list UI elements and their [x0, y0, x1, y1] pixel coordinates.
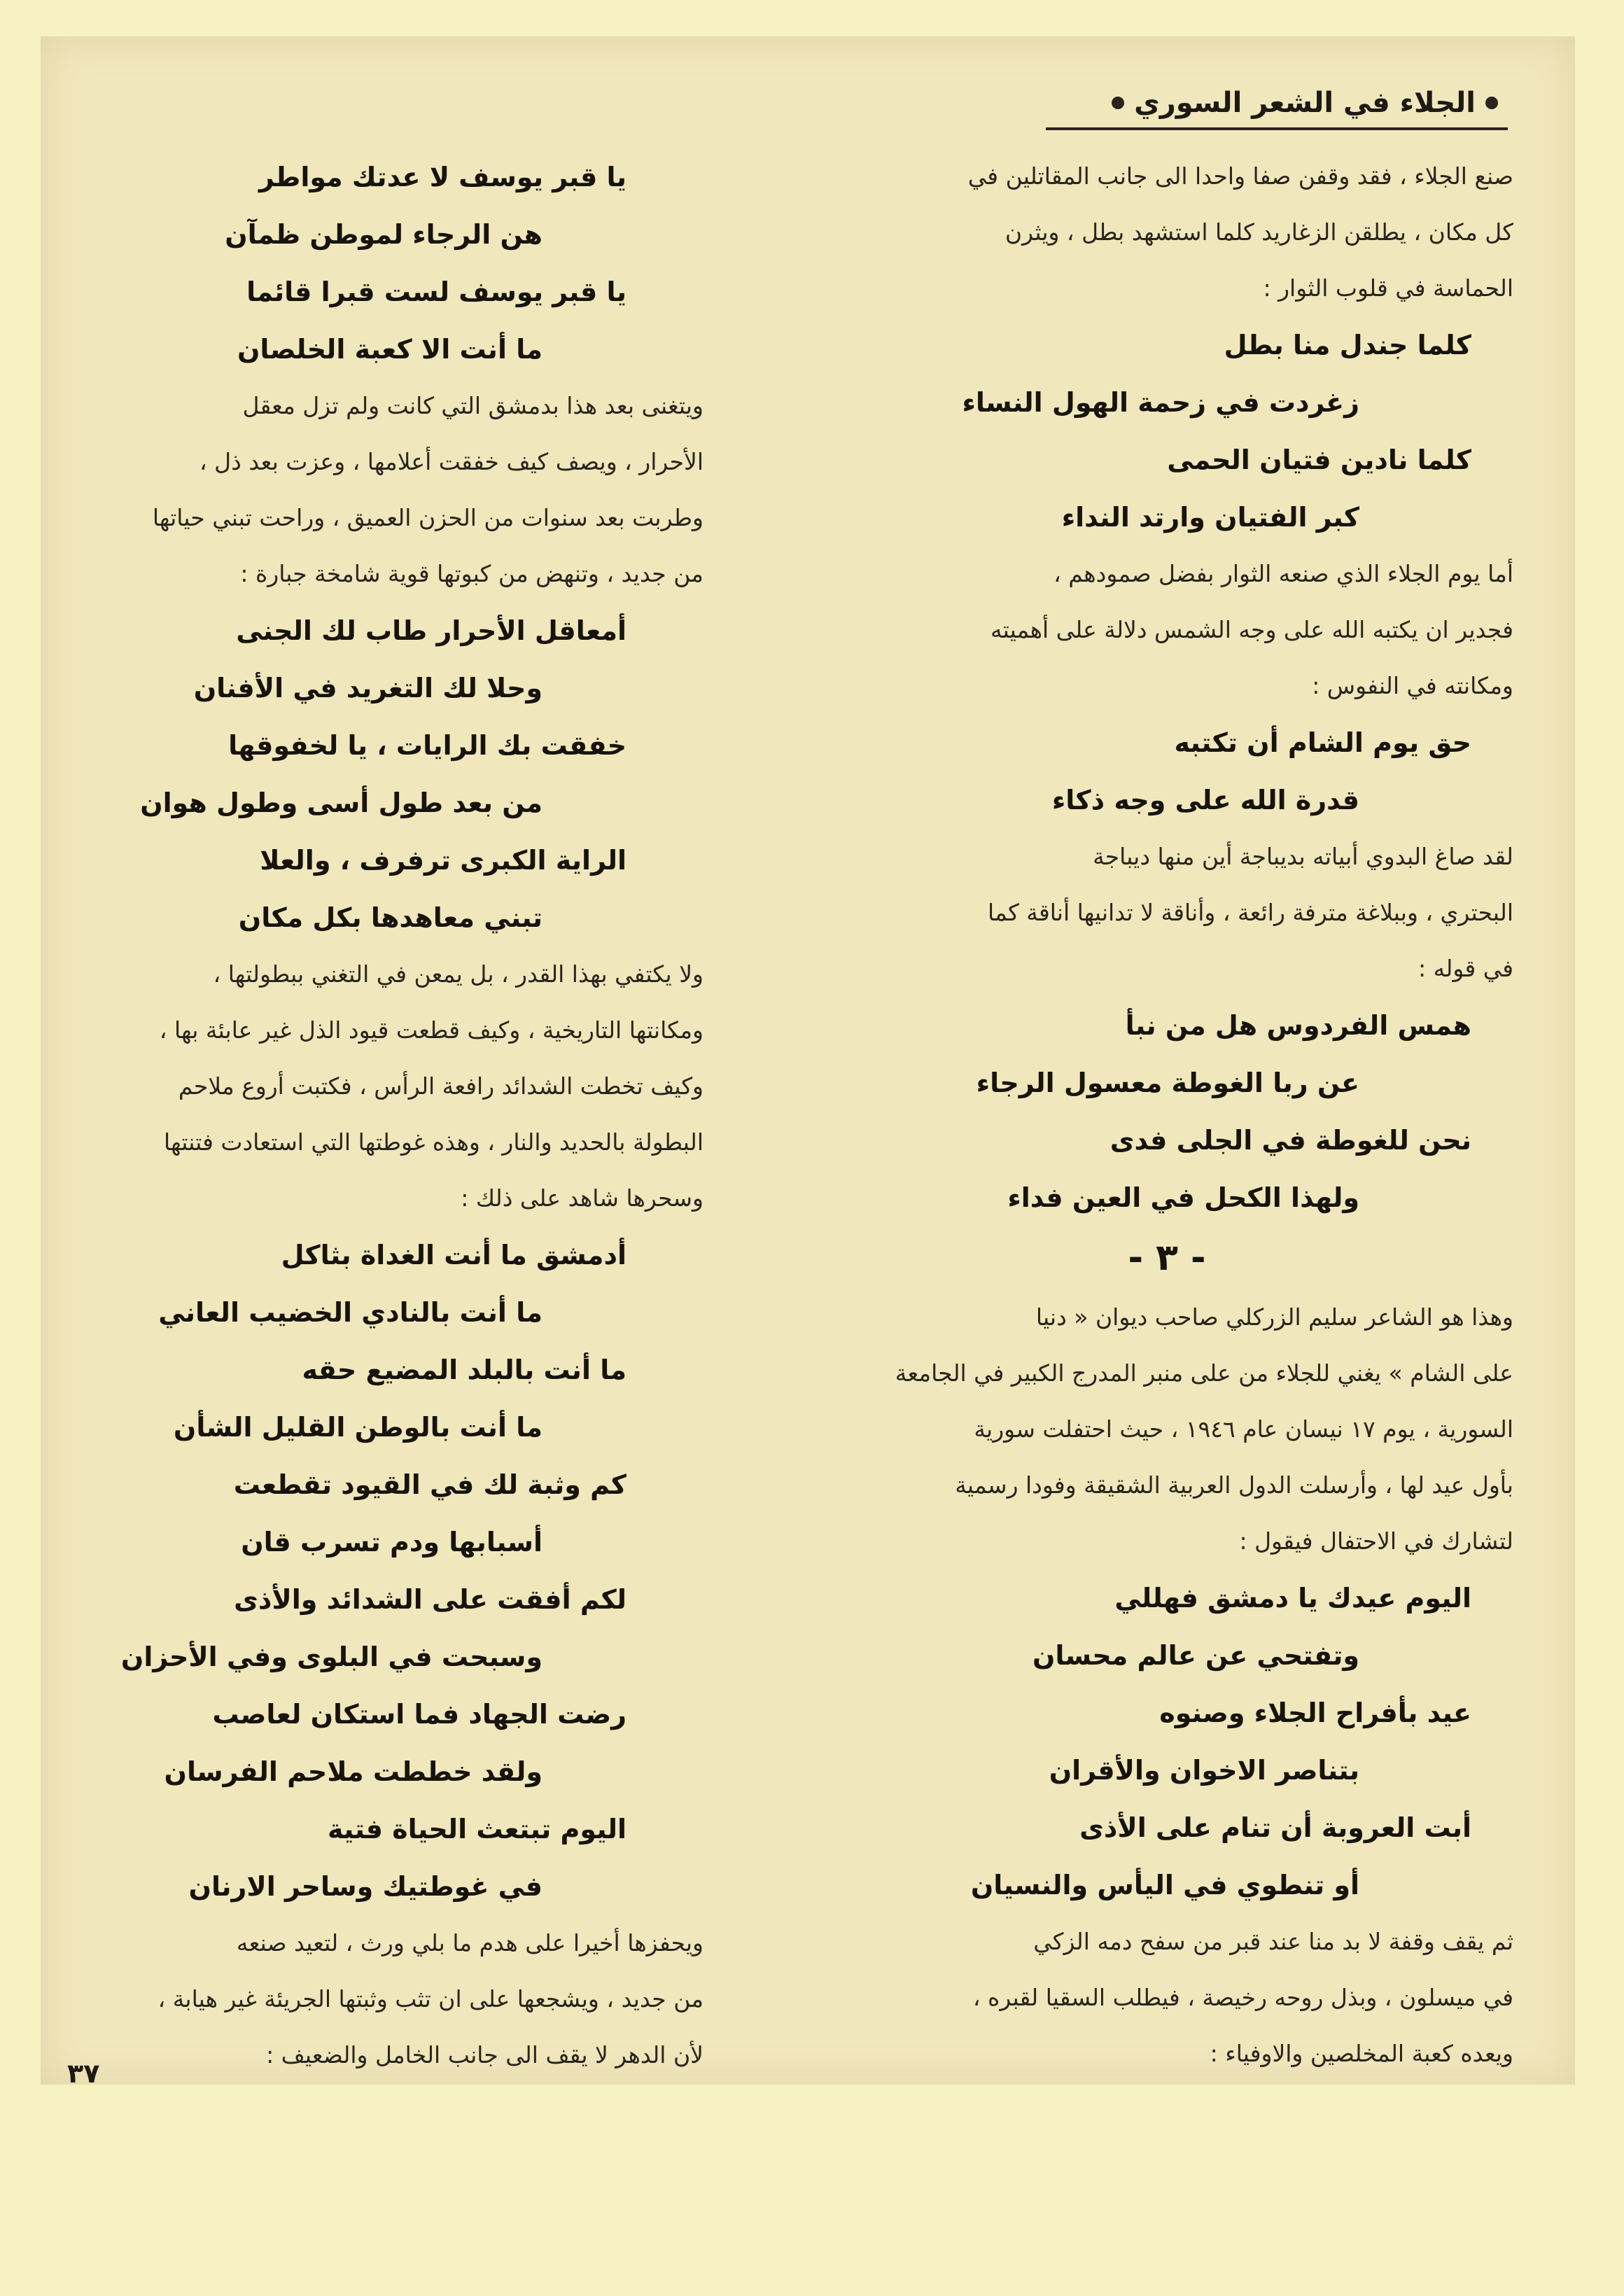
poem-verse: زغردت في زحمة الهول النساء — [962, 387, 1359, 418]
poem-verse: كبر الفتيان وارتد النداء — [1061, 502, 1359, 533]
bullet-icon — [1112, 97, 1124, 109]
poem-verse: همس الفردوس هل من نبأ — [1125, 1010, 1471, 1041]
poem-verse: ولهذا الكحل في العين فداء — [1007, 1182, 1359, 1213]
poem-verse: خفقت بك الرايات ، يا لخفوقها — [228, 730, 626, 761]
paragraph-line: وسحرها شاهد على ذلك : — [461, 1184, 704, 1212]
poem-verse: اليوم عيدك يا دمشق فهللي — [1114, 1583, 1471, 1614]
paragraph-line: من جديد ، وتنهض من كبوتها قوية شامخة جبارة : — [240, 560, 704, 587]
paragraph-line: فجدير ان يكتبه الله على وجه الشمس دلالة على أهميته — [990, 616, 1513, 643]
paragraph — [10, 946, 704, 1226]
paragraph-line: ومكانته في النفوس : — [1312, 672, 1513, 699]
poem-verse: وحلا لك التغريد في الأفنان — [193, 673, 542, 704]
poem-verse: تبني معاهدها بكل مكان — [238, 902, 542, 933]
section-number: - ٣ - — [1128, 1237, 1206, 1279]
paragraph-line: الحماسة في قلوب الثوار : — [1263, 274, 1513, 302]
poem-verse: نحن للغوطة في الجلى فدى — [1110, 1125, 1471, 1156]
paragraph — [10, 378, 704, 602]
poem-verse: يا قبر يوسف لا عدتك مواطر — [258, 162, 626, 192]
poem-verse: كلما نادين فتيان الحمى — [1167, 444, 1471, 475]
poem-verse: هن الرجاء لموطن ظمآن — [225, 219, 542, 250]
paragraph-line: صنع الجلاء ، فقد وقفن صفا واحدا الى جانب المقاتلين في — [967, 162, 1513, 190]
paragraph-line: في قوله : — [1418, 955, 1513, 982]
poem-verse: وسبحت في البلوى وفي الأحزان — [120, 1642, 542, 1672]
paragraph-line: وكيف تخطت الشدائد رافعة الرأس ، فكتبت أروع ملاحم — [178, 1072, 704, 1100]
right-column — [820, 148, 1513, 2082]
paragraph-line: لتشارك في الاحتفال فيقول : — [1239, 1527, 1513, 1555]
poem-verse: رضت الجهاد فما استكان لعاصب — [212, 1699, 626, 1730]
running-header — [1046, 78, 1508, 130]
paragraph — [820, 148, 1513, 316]
poem-verse: أدمشق ما أنت الغداة بثاكل — [281, 1240, 626, 1270]
bullet-icon — [1485, 97, 1498, 109]
poem-verse: حق يوم الشام أن تكتبه — [1174, 727, 1471, 758]
paragraph-line: البطولة بالحديد والنار ، وهذه غوطتها التي استعادت فتنتها — [163, 1128, 704, 1156]
poem-verse: ما أنت بالوطن القليل الشأن — [173, 1412, 542, 1443]
poem-verse: في غوطتيك وساحر الارنان — [188, 1871, 542, 1902]
poem-verse: وتفتحي عن عالم محسان — [1032, 1640, 1359, 1671]
paragraph-line: الأحرار ، ويصف كيف خفقت أعلامها ، وعزت بعد ذل ، — [200, 448, 704, 475]
poem-verse: أمعاقل الأحرار طاب لك الجنى — [236, 615, 626, 646]
paragraph — [820, 1289, 1513, 1569]
paragraph — [10, 1915, 704, 2083]
left-column — [10, 148, 704, 2083]
paragraph — [820, 829, 1513, 997]
poem-verse: ولقد خططت ملاحم الفرسان — [164, 1756, 542, 1787]
page-number: ٣٧ — [67, 2058, 100, 2089]
paragraph-line: السورية ، يوم ١٧ نيسان عام ١٩٤٦ ، حيث احتفلت سورية — [974, 1415, 1513, 1443]
poem-verse: لكم أفقت على الشدائد والأذى — [234, 1584, 626, 1615]
paragraph — [820, 546, 1513, 714]
poem-verse: كلما جندل منا بطل — [1224, 330, 1471, 360]
poem-verse: كم وثبة لك في القيود تقطعت — [233, 1469, 626, 1500]
header-title: الجلاء في الشعر السوري — [1134, 87, 1476, 119]
paragraph-line: ويحفزها أخيرا على هدم ما بلي ورث ، لتعيد صنعه — [236, 1929, 704, 1956]
poem-verse: قدرة الله على وجه ذكاء — [1051, 785, 1359, 816]
poem-verse: ما أنت الا كعبة الخلصان — [237, 334, 542, 365]
paragraph-line: وطربت بعد سنوات من الحزن العميق ، وراحت تبني حياتها — [152, 504, 704, 531]
paragraph-line: من جديد ، ويشجعها على ان تثب وثبتها الجريئة غير هيابة ، — [158, 1985, 704, 2012]
paragraph — [820, 1914, 1513, 2082]
paragraph-line: كل مكان ، يطلقن الزغاريد كلما استشهد بطل ، ويثرن — [1004, 218, 1513, 246]
poem-verse: ما أنت بالبلد المضيع حقه — [302, 1354, 626, 1385]
paragraph-line: بأول عيد لها ، وأرسلت الدول العربية الشقيقة وفودا رسمية — [955, 1471, 1513, 1499]
paragraph-line: ومكانتها التاريخية ، وكيف قطعت قيود الذل غير عابئة بها ، — [159, 1016, 704, 1044]
paragraph-line: على الشام » يغني للجلاء من على منبر المدرج الكبير في الجامعة — [895, 1359, 1513, 1387]
poem-verse: أبت العروبة أن تنام على الأذى — [1079, 1812, 1471, 1843]
paragraph-line: وهذا هو الشاعر سليم الزركلي صاحب ديوان « دنيا — [1035, 1303, 1513, 1331]
paragraph-line: ولا يكتفي بهذا القدر ، بل يمعن في التغني ببطولتها ، — [213, 960, 704, 988]
document-page — [41, 36, 1575, 2089]
paragraph-line: ويتغنى بعد هذا بدمشق التي كانت ولم تزل معقل — [242, 392, 704, 419]
paragraph-line: لقد صاغ البدوي أبياته بديباجة أين منها ديباجة — [1093, 843, 1513, 870]
paragraph-line: ثم يقف وقفة لا بد منا عند قبر من سفح دمه الزكي — [1033, 1928, 1513, 1955]
paragraph-line: البحتري ، وببلاغة مترفة رائعة ، وأناقة لا تدانيها أناقة كما — [987, 899, 1513, 926]
paragraph-line: في ميسلون ، وبذل روحه رخيصة ، فيطلب السقيا لقبره ، — [972, 1984, 1513, 2011]
poem-verse: عيد بأفراح الجلاء وصنوه — [1159, 1698, 1471, 1728]
poem-verse: عن ربا الغوطة معسول الرجاء — [976, 1068, 1359, 1098]
poem-verse: أو تنطوي في اليأس والنسيان — [970, 1870, 1359, 1900]
paragraph-line: لأن الدهر لا يقف الى جانب الخامل والضعيف : — [266, 2041, 704, 2068]
paragraph-line: ويعده كعبة المخلصين والاوفياء : — [1210, 2040, 1513, 2067]
paragraph-line: أما يوم الجلاء الذي صنعه الثوار بفضل صمودهم ، — [1054, 560, 1513, 587]
poem-verse: اليوم تبتعث الحياة فتية — [328, 1814, 626, 1844]
poem-verse: الراية الكبرى ترفرف ، والعلا — [260, 845, 626, 876]
poem-verse: يا قبر يوسف لست قبرا قائما — [246, 276, 626, 307]
poem-verse: من بعد طول أسى وطول هوان — [140, 788, 542, 818]
poem-verse: بتناصر الاخوان والأقران — [1049, 1755, 1359, 1786]
poem-verse: ما أنت بالنادي الخضيب العاني — [158, 1297, 542, 1328]
poem-verse: أسبابها ودم تسرب قان — [241, 1527, 542, 1558]
